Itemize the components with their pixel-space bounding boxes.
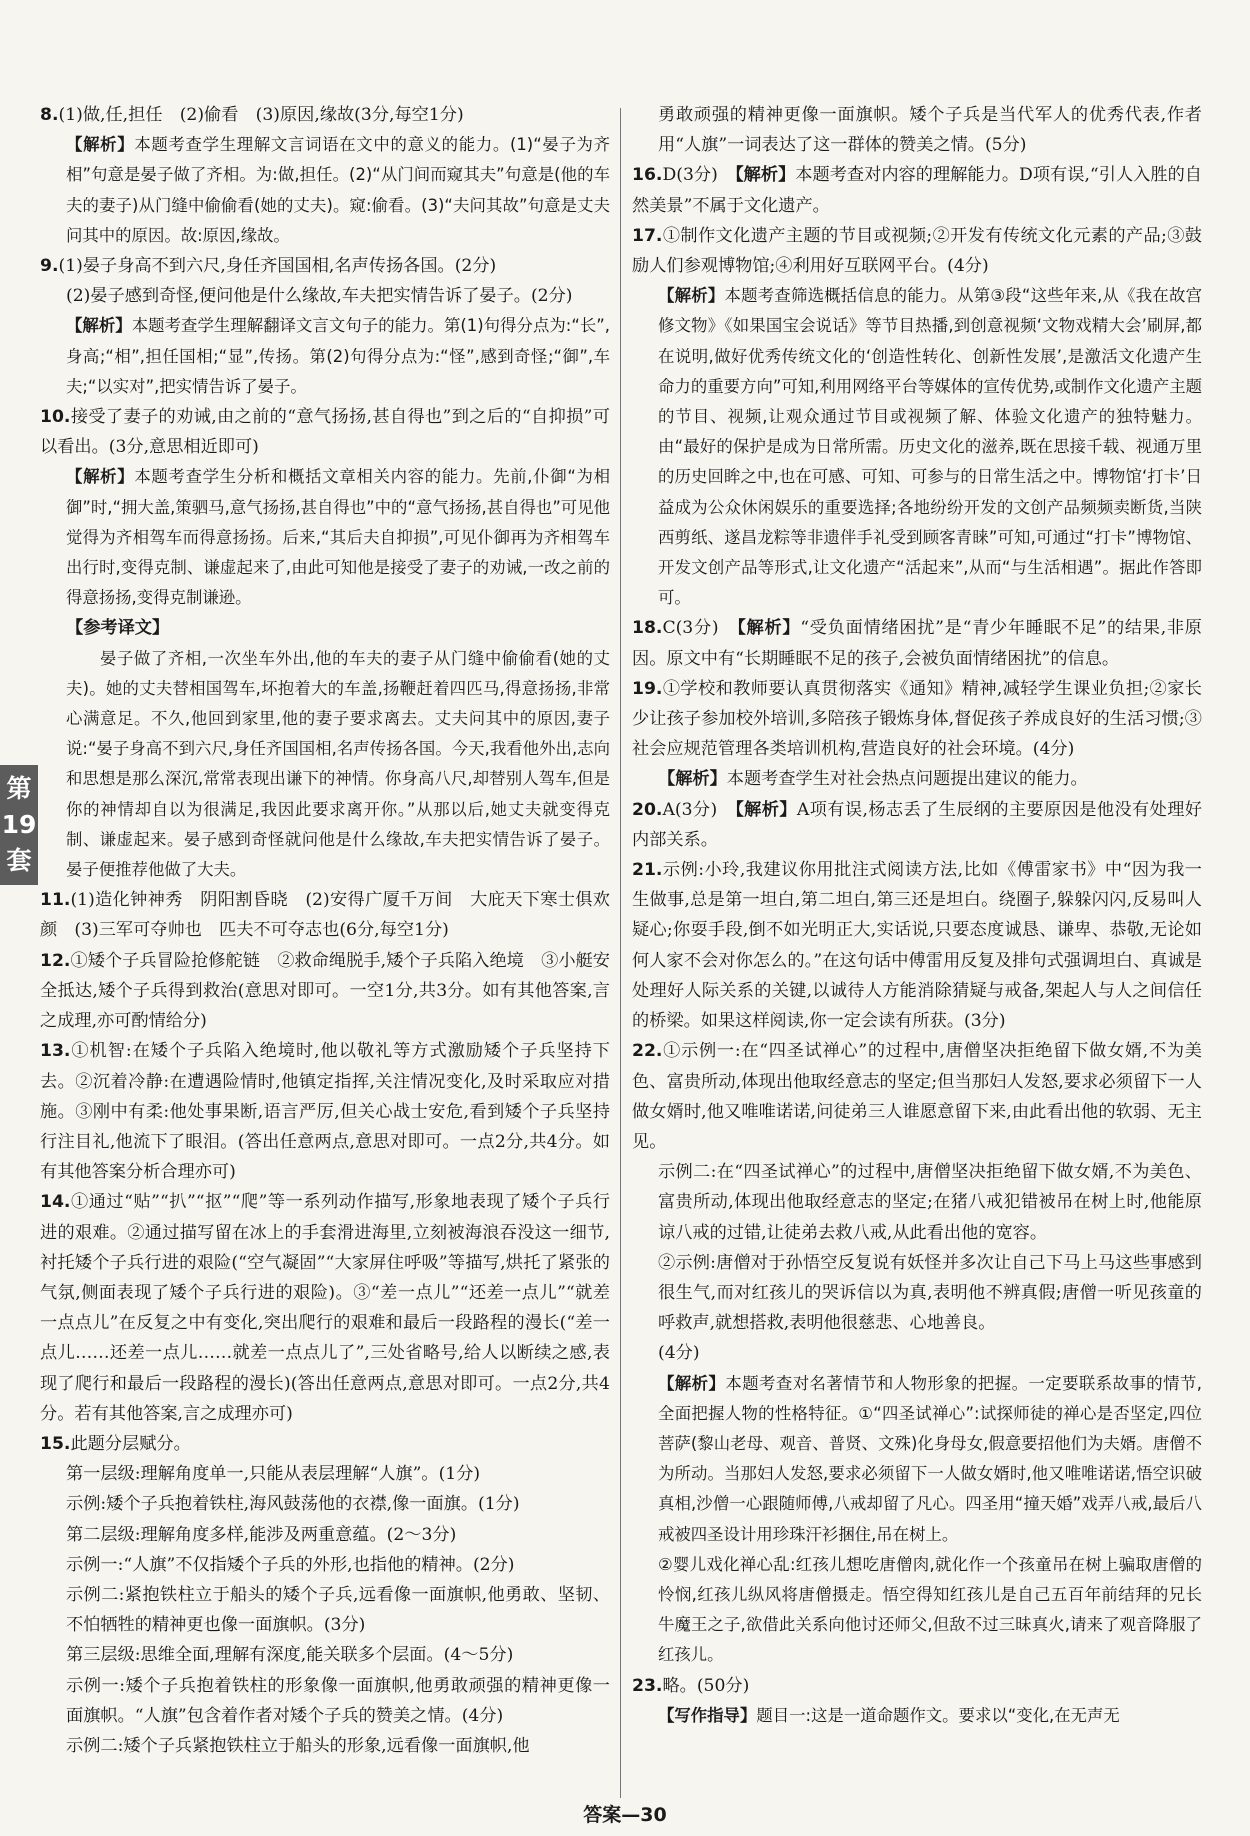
- section-tag: 【解析】: [66, 135, 135, 155]
- answer-text: (1)做,任,担任 (2)偷看 (3)原因,缘故(3分,每空1分): [58, 105, 464, 125]
- answer-text: (2)晏子感到奇怪,便问他是什么缘故,车夫把实情告诉了晏子。(2分): [66, 286, 573, 307]
- section-tag: 【解析】: [735, 165, 796, 186]
- answer-text: D(3分): [662, 165, 736, 186]
- column-divider: [620, 108, 621, 1798]
- answer-paragraph: [632, 613, 1202, 673]
- right-column: [632, 100, 1202, 1731]
- question-number: 11.: [40, 890, 71, 911]
- answer-text: 示例:小玲,我建议你用批注式阅读方法,比如《傅雷家书》中“因为我一生做事,总是第一坦白,第二坦白,第三还是坦白。绕圈子,躲躲闪闪,反易叫人疑心;你耍手段,倒不如光明正大,实话说,只要态度诚恳、谦卑、恭敬,无论如何人家不会对你怎么的。”在这句话中傅雷用反复及排句式强调坦白、真诚是处理好人际关系的关键,以诚待人方能消除猜疑与戒备,架起人与人之间信任的桥梁。如果这样阅读,你一定会读有所获。(3分): [632, 860, 1202, 1032]
- answer-paragraph: [40, 281, 610, 311]
- section-tag: 【解析】: [735, 799, 797, 820]
- question-number: 18.: [632, 618, 663, 639]
- answer-text: 第一层级:理解角度单一,只能从表层理解“人旗”。(1分): [66, 1464, 481, 1485]
- answer-text: 本题考查对名著情节和人物形象的把握。一定要联系故事的情节,全面把握人物的性格特征。①“四圣试禅心”:试探师徒的禅心是否坚定,四位菩萨(黎山老母、观音、普贤、文殊)化身母女,假意要招他们为夫婿。唐僧不为所动。当那妇人发怒,要求必须留下一人做女婿时,他又唯唯诺诺,悟空识破真相,沙僧一心跟随师傅,八戒却留了凡心。四圣用“撞天婚”戏弄八戒,最后八戒被四圣设计用珍珠汗衫捆住,吊在树上。: [658, 1373, 1203, 1544]
- answer-text: 略。(50分): [662, 1675, 750, 1696]
- section-tag: 【写作指导】: [658, 1705, 757, 1725]
- answer-text: A(3分): [662, 799, 736, 820]
- page-footer: 答案—30: [583, 1804, 667, 1826]
- answer-paragraph: [632, 221, 1202, 281]
- question-number: 13.: [40, 1041, 71, 1062]
- answer-text: 示例二:在“四圣试禅心”的过程中,唐僧坚决拒绝留下做女婿,不为美色、富贵所动,体现出他取经意志的坚定;在猪八戒犯错被吊在树上时,他能原谅八戒的过错,让徒弟去救八戒,从此看出他的宽容。: [658, 1162, 1202, 1243]
- section-tag: 【解析】: [737, 618, 801, 639]
- answer-paragraph: [632, 1369, 1202, 1550]
- section-tag: 【解析】: [66, 467, 135, 487]
- question-number: 15.: [40, 1433, 71, 1454]
- answer-text: ①示例一:在“四圣试禅心”的过程中,唐僧坚决拒绝留下做女婿,不为美色、富贵所动,体现出他取经意志的坚定;但当那妇人发怒,要求必须留下一人做女婿时,他又唯唯诺诺,问徒弟三人谁愿意留下来,由此看出他的软弱、无主见。: [632, 1041, 1202, 1152]
- answer-paragraph: [40, 130, 610, 251]
- answer-paragraph: [40, 402, 610, 462]
- answer-paragraph: [632, 1157, 1202, 1248]
- answer-paragraph: [40, 1731, 610, 1761]
- answer-text: 示例:矮个子兵抱着铁柱,海风鼓荡他的衣襟,像一面旗。(1分): [66, 1494, 520, 1515]
- answer-paragraph: [632, 281, 1202, 613]
- answer-text: 示例二:矮个子兵紧抱铁柱立于船头的形象,远看像一面旗帜,他: [66, 1735, 530, 1756]
- question-number: 20.: [632, 799, 663, 820]
- question-number: 21.: [632, 860, 663, 881]
- answer-text: 勇敢顽强的精神更像一面旗帜。矮个子兵是当代军人的优秀代表,作者用“人旗”一词表达了这一群体的赞美之情。(5分): [658, 105, 1202, 156]
- section-tag: 【解析】: [658, 1373, 726, 1393]
- answer-text: 晏子做了齐相,一次坐车外出,他的车夫的妻子从门缝中偷偷看(她的丈夫)。她的丈夫替相国驾车,坏抱着大的车盖,扬鞭赶着四匹马,得意扬扬,非常心满意足。不久,他回到家里,他的妻子要求离去。丈夫问其中的原因,妻子说:“晏子身高不到六尺,身任齐国国相,名声传扬各国。今天,我看他外出,志向和思想是那么深沉,常常表现出谦下的神情。你身高八尺,却替别人驾车,但是你的神情却自以为很满足,我因此要求离开你。”从那以后,她丈夫就变得克制、谦虚起来。晏子感到奇怪就问他是什么缘故,车夫把实情告诉了晏子。晏子便推荐他做了大夫。: [66, 648, 610, 880]
- answer-text: 本题考查筛选概括信息的能力。从第③段“这些年来,从《我在故宫修文物》《如果国宝会说话》等节目热播,到创意视频‘文物戏精大会’刷屏,都在说明,做好优秀传统文化的‘创造性转化、创新性发展’,是激活文化遗产生命力的重要方向”可知,利用网络平台等媒体的宣传优势,或制作文化遗产主题的节目、视频,让观众通过节目或视频了解、体验文化遗产的独特魅力。由“最好的保护是成为日常所需。历史文化的滋养,既在思接千载、视通万里的历史回眸之中,也在可感、可知、可参与的日常生活之中。博物馆‘打卡’日益成为公众休闲娱乐的重要选择;各地纷纷开发的文创产品频频卖断货,当陕西剪纸、遂昌龙粽等非遗伴手礼受到顾客青睐”可知,可通过“打卡”博物馆、开发文创产品等形式,让文化遗产“活起来”,从而“与生活相遇”。据此作答即可。: [658, 286, 1203, 608]
- answer-paragraph: [632, 795, 1202, 855]
- answer-text: (4分): [658, 1343, 700, 1364]
- question-number: 8.: [40, 105, 59, 125]
- set-number-tab: [0, 765, 38, 885]
- answer-text: 本题考查学生理解文言词语在文中的意义的能力。(1)“晏子为齐相”句意是晏子做了齐相。为:做,担任。(2)“从门间而窥其夫”句意是(他的车夫的妻子)从门缝中偷偷看(她的丈夫)。窥:偷看。(3)“夫问其故”句意是丈夫问其中的原因。故:原因,缘故。: [66, 135, 610, 245]
- answer-paragraph: [40, 462, 610, 613]
- answer-text: C(3分): [662, 618, 738, 639]
- answer-text: ①制作文化遗产主题的节目或视频;②开发有传统文化元素的产品;③鼓励人们参观博物馆;④利用好互联网平台。(4分): [632, 225, 1202, 277]
- answer-paragraph: [40, 613, 610, 643]
- answer-text: 本题考查学生分析和概括文章相关内容的能力。先前,仆御“为相御”时,“拥大盖,策驷马,意气扬扬,甚自得也”中的“意气扬扬,甚自得也”可见他觉得为齐相驾车而得意扬扬。后来,“其后夫自抑损”,可见仆御再为齐相驾车出行时,变得克制、谦虚起来了,由此可知他是接受了妻子的劝诫,一改之前的得意扬扬,变得克制谦逊。: [66, 467, 611, 608]
- section-tag: 【解析】: [658, 769, 727, 790]
- answer-paragraph: [632, 1338, 1202, 1368]
- question-number: 14.: [40, 1192, 71, 1213]
- question-number: 19.: [632, 678, 663, 699]
- answer-text: ①矮个子兵冒险抢修舵链 ②救命绳脱手,矮个子兵陷入绝境 ③小艇安全抵达,矮个子兵得到救治(意思对即可。一空1分,共3分。如有其他答案,言之成理,亦可酌情给分): [40, 950, 610, 1032]
- answer-text: A项有误,杨志丢了生辰纲的主要原因是他没有处理好内部关系。: [632, 799, 1202, 850]
- question-number: 12.: [40, 950, 71, 971]
- answer-paragraph: [40, 1429, 610, 1459]
- answer-paragraph: [40, 644, 610, 886]
- question-number: 22.: [632, 1041, 663, 1062]
- left-column: [40, 100, 610, 1761]
- answer-text: 示例一:矮个子兵抱着铁柱的形象像一面旗帜,他勇敢顽强的精神更像一面旗帜。“人旗”包含着作者对矮个子兵的赞美之情。(4分): [66, 1675, 610, 1726]
- answer-paragraph: [40, 1640, 610, 1670]
- answer-text: 题目一:这是一道命题作文。要求以“变化,在无声无: [756, 1705, 1120, 1725]
- answer-paragraph: [632, 855, 1202, 1036]
- answer-paragraph: [40, 1489, 610, 1519]
- answer-text: 第三层级:思维全面,理解有深度,能关联多个层面。(4～5分): [66, 1645, 514, 1666]
- answer-text: (1)造化钟神秀 阴阳割昏晓 (2)安得广厦千万间 大庇天下寒士俱欢颜 (3)三军可夺帅也 匹夫不可夺志也(6分,每空1分): [40, 890, 610, 941]
- section-tag: 【解析】: [66, 316, 132, 336]
- side-tab-char-1: 第: [6, 774, 32, 803]
- answer-text: 本题考查学生对社会热点问题提出建议的能力。: [726, 769, 1088, 790]
- answer-paragraph: [40, 1520, 610, 1550]
- question-number: 16.: [632, 165, 663, 186]
- section-tag: 【解析】: [658, 286, 725, 306]
- answer-paragraph: [632, 674, 1202, 765]
- answer-text: “受负面情绪困扰”是“青少年睡眠不足”的结果,非原因。原文中有“长期睡眠不足的孩子,会被负面情绪困扰”的信息。: [632, 618, 1202, 669]
- answer-paragraph: [40, 1036, 610, 1187]
- answer-paragraph: [632, 1550, 1202, 1671]
- answer-paragraph: [40, 1187, 610, 1429]
- answer-paragraph: [40, 251, 610, 281]
- answer-text: 接受了妻子的劝诫,由之前的“意气扬扬,甚自得也”到之后的“自抑损”可以看出。(3分,意思相近即可): [40, 407, 610, 458]
- answer-text: 本题考查学生理解翻译文言文句子的能力。第(1)句得分点为:“长”,身高;“相”,担任国相;“显”,传扬。第(2)句得分点为:“怪”,感到奇怪;“御”,车夫;“以实对”,把实情告诉了晏子。: [66, 316, 610, 396]
- question-number: 9.: [40, 256, 59, 277]
- question-number: 17.: [632, 225, 663, 246]
- answer-text: (1)晏子身高不到六尺,身任齐国国相,名声传扬各国。(2分): [58, 256, 497, 277]
- answer-text: ②婴儿戏化禅心乱:红孩儿想吃唐僧肉,就化作一个孩童吊在树上骗取唐僧的怜悯,红孩儿纵风将唐僧摄走。悟空得知红孩儿是自己五百年前结拜的兄长牛魔王之子,欲借此关系向他讨还师父,但敌不过三昧真火,请来了观音降服了红孩儿。: [658, 1554, 1202, 1665]
- section-tag: 【参考译文】: [66, 618, 170, 639]
- answer-paragraph: [40, 1671, 610, 1731]
- answer-text: ②示例:唐僧对于孙悟空反复说有妖怪并多次让自己下马上马这些事感到很生气,而对红孩儿的哭诉信以为真,表明他不辨真假;唐僧一听见孩童的呼救声,就想搭救,表明他很慈悲、心地善良。: [658, 1252, 1202, 1334]
- answer-paragraph: [40, 1459, 610, 1489]
- question-number: 10.: [40, 407, 71, 428]
- question-number: 23.: [632, 1675, 663, 1696]
- answer-paragraph: [632, 160, 1202, 220]
- side-tab-number: 19: [1, 810, 37, 839]
- answer-paragraph: [40, 885, 610, 945]
- answer-text: ①通过“贴”“扒”“抠”“爬”等一系列动作描写,形象地表现了矮个子兵行进的艰难。②通过描写留在冰上的手套滑进海里,立刻被海浪吞没这一细节,衬托矮个子兵行进的艰险(“空气凝固”“大家屏住呼吸”等描写,烘托了紧张的气氛,侧面表现了矮个子兵行进的艰险)。③“差一点儿”“还差一点儿”“就差一点点儿”在反复之中有变化,突出爬行的艰难和最后一段路程的漫长(“差一点儿……还差一点儿……就差一点点儿了”,三处省略号,给人以断续之感,表现了爬行和最后一段路程的漫长)(答出任意两点,意思对即可。一点2分,共4分。若有其他答案,言之成理亦可): [40, 1192, 610, 1424]
- answer-paragraph: [632, 1701, 1202, 1731]
- answer-text: ①学校和教师要认真贯彻落实《通知》精神,减轻学生课业负担;②家长少让孩子参加校外培训,多陪孩子锻炼身体,督促孩子养成良好的生活习惯;③社会应规范管理各类培训机构,营造良好的社会环境。(4分): [632, 678, 1202, 760]
- answer-paragraph: [40, 100, 610, 130]
- answer-text: 第二层级:理解角度多样,能涉及两重意蕴。(2～3分): [66, 1524, 457, 1545]
- answer-paragraph: [40, 946, 610, 1037]
- answer-text: 示例一:“人旗”不仅指矮个子兵的外形,也指他的精神。(2分): [66, 1554, 515, 1575]
- answer-text: 示例二:紧抱铁柱立于船头的矮个子兵,远看像一面旗帜,他勇敢、坚韧、不怕牺牲的精神更也像一面旗帜。(3分): [66, 1584, 610, 1636]
- answer-paragraph: [632, 1671, 1202, 1701]
- side-tab-char-2: 套: [6, 846, 32, 875]
- answer-paragraph: [632, 764, 1202, 794]
- answer-text: 本题考查对内容的理解能力。D项有误,“引人入胜的自然美景”不属于文化遗产。: [632, 165, 1202, 216]
- answer-text: ①机智:在矮个子兵陷入绝境时,他以敬礼等方式激励矮个子兵坚持下去。②沉着冷静:在遭遇险情时,他镇定指挥,关注情况变化,及时采取应对措施。③刚中有柔:他处事果断,语言严厉,但关心战士安危,看到矮个子兵坚持行注目礼,他流下了眼泪。(答出任意两点,意思对即可。一点2分,共4分。如有其他答案分析合理亦可): [40, 1041, 610, 1183]
- answer-paragraph: [40, 1580, 610, 1640]
- answer-paragraph: [632, 1036, 1202, 1157]
- answer-paragraph: [40, 1550, 610, 1580]
- answer-paragraph: [632, 100, 1202, 160]
- answer-text: 此题分层赋分。: [70, 1433, 191, 1454]
- answer-paragraph: [632, 1248, 1202, 1339]
- answer-paragraph: [40, 311, 610, 402]
